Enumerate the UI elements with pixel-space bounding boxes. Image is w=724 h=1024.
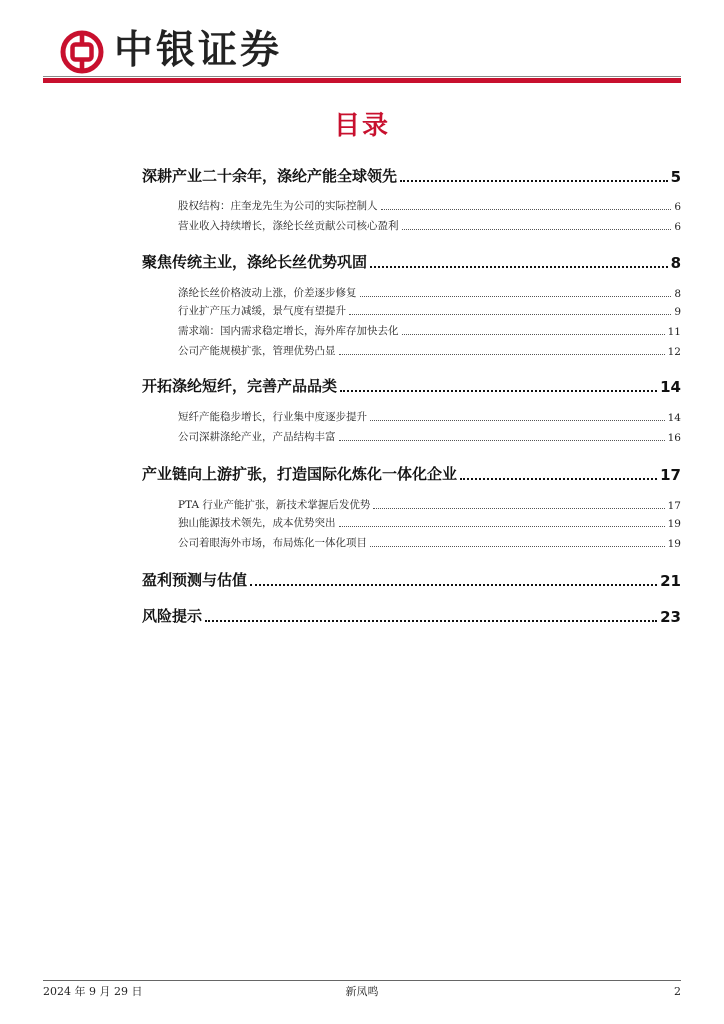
toc-entry-page: 16 xyxy=(667,432,681,444)
toc-entry-page: 17 xyxy=(667,500,681,512)
toc-entry-title: 产业链向上游扩张，打造国际化炼化一体化企业 xyxy=(142,465,458,483)
toc-dot-leader xyxy=(373,508,664,509)
header-red-bar xyxy=(43,78,681,83)
toc-dot-leader xyxy=(339,354,665,355)
toc-entry-title: 独山能源技术领先，成本优势突出 xyxy=(178,517,336,529)
toc-entry-page: 6 xyxy=(674,221,681,233)
toc-entry-title: 深耕产业二十余年，涤纶产能全球领先 xyxy=(142,167,398,185)
toc-entry-page: 8 xyxy=(670,254,681,272)
toc-subsection-entry[interactable] xyxy=(0,514,724,530)
toc-subsection-entry[interactable] xyxy=(0,302,724,318)
toc-entry-page: 21 xyxy=(660,572,681,590)
toc-dot-leader xyxy=(460,478,657,480)
toc-dot-leader xyxy=(339,526,665,527)
toc-dot-leader xyxy=(340,390,657,392)
toc-entry-page: 19 xyxy=(667,518,681,530)
page-header xyxy=(0,0,724,90)
toc-dot-leader xyxy=(250,584,657,586)
toc-section-entry[interactable] xyxy=(0,164,724,186)
toc-entry-page: 14 xyxy=(660,378,681,396)
toc-title: 目录 xyxy=(333,111,390,141)
boc-logo-icon xyxy=(60,30,104,74)
toc-entry-title: 公司深耕涤纶产业，产品结构丰富 xyxy=(178,431,336,443)
footer-date: 2024 年 9 月 29 日 xyxy=(43,985,143,998)
toc-section-entry[interactable] xyxy=(0,568,724,590)
toc-entry-page: 23 xyxy=(660,608,681,626)
toc-dot-leader xyxy=(402,334,665,335)
toc-subsection-entry[interactable] xyxy=(0,496,724,512)
toc-section-entry[interactable] xyxy=(0,604,724,626)
toc-entry-page: 6 xyxy=(674,201,681,213)
brand-name: 中银证券 xyxy=(114,28,283,73)
toc-entry-title: 股权结构：庄奎龙先生为公司的实际控制人 xyxy=(178,200,378,212)
toc-subsection-entry[interactable] xyxy=(0,322,724,338)
toc-section-entry[interactable] xyxy=(0,462,724,484)
toc-entry-title: 行业扩产压力减缓，景气度有望提升 xyxy=(178,305,346,317)
toc-section-entry[interactable] xyxy=(0,374,724,396)
toc-entry-page: 8 xyxy=(674,288,681,300)
toc-dot-leader xyxy=(381,209,672,210)
toc-subsection-entry[interactable] xyxy=(0,408,724,424)
toc-entry-page: 9 xyxy=(674,306,681,318)
toc-dot-leader xyxy=(349,314,671,315)
toc-dot-leader xyxy=(205,620,657,622)
toc-subsection-entry[interactable] xyxy=(0,217,724,233)
toc-entry-title: 公司产能规模扩张，管理优势凸显 xyxy=(178,345,336,357)
toc-entry-page: 14 xyxy=(667,412,681,424)
toc-entry-title: 公司着眼海外市场，布局炼化一体化项目 xyxy=(178,537,367,549)
toc-subsection-entry[interactable] xyxy=(0,342,724,358)
toc-subsection-entry[interactable] xyxy=(0,428,724,444)
toc-dot-leader xyxy=(370,546,665,547)
toc-entry-title: 开拓涤纶短纤，完善产品品类 xyxy=(142,377,338,395)
header-divider xyxy=(43,76,681,77)
toc-dot-leader xyxy=(400,180,668,182)
toc-entry-page: 19 xyxy=(667,538,681,550)
toc-dot-leader xyxy=(370,266,668,268)
toc-entry-page: 12 xyxy=(667,346,681,358)
toc-entry-title: PTA 行业产能扩张，新技术掌握后发优势 xyxy=(178,499,371,511)
toc-dot-leader xyxy=(402,229,672,230)
toc-section-entry[interactable] xyxy=(0,250,724,272)
toc-dot-leader xyxy=(370,420,665,421)
footer-page-number: 2 xyxy=(674,985,681,998)
toc-entry-title: 风险提示 xyxy=(142,607,203,625)
toc-entry-title: 涤纶长丝价格波动上涨，价差逐步修复 xyxy=(178,287,357,299)
toc-entry-page: 5 xyxy=(670,168,681,186)
toc-entry-page: 17 xyxy=(660,466,681,484)
footer-company: 新凤鸣 xyxy=(345,985,379,998)
toc-entry-title: 短纤产能稳步增长，行业集中度逐步提升 xyxy=(178,411,367,423)
toc-entry-title: 营业收入持续增长，涤纶长丝贡献公司核心盈利 xyxy=(178,220,399,232)
footer-divider xyxy=(43,980,681,981)
toc-entry-title: 需求端：国内需求稳定增长，海外库存加快去化 xyxy=(178,325,399,337)
toc-entry-title: 盈利预测与估值 xyxy=(142,571,248,589)
toc-subsection-entry[interactable] xyxy=(0,284,724,300)
toc-subsection-entry[interactable] xyxy=(0,534,724,550)
toc-dot-leader xyxy=(339,440,665,441)
toc-dot-leader xyxy=(360,296,672,297)
toc-entry-page: 11 xyxy=(667,326,681,338)
toc-subsection-entry[interactable] xyxy=(0,197,724,213)
toc-entry-title: 聚焦传统主业，涤纶长丝优势巩固 xyxy=(142,253,368,271)
